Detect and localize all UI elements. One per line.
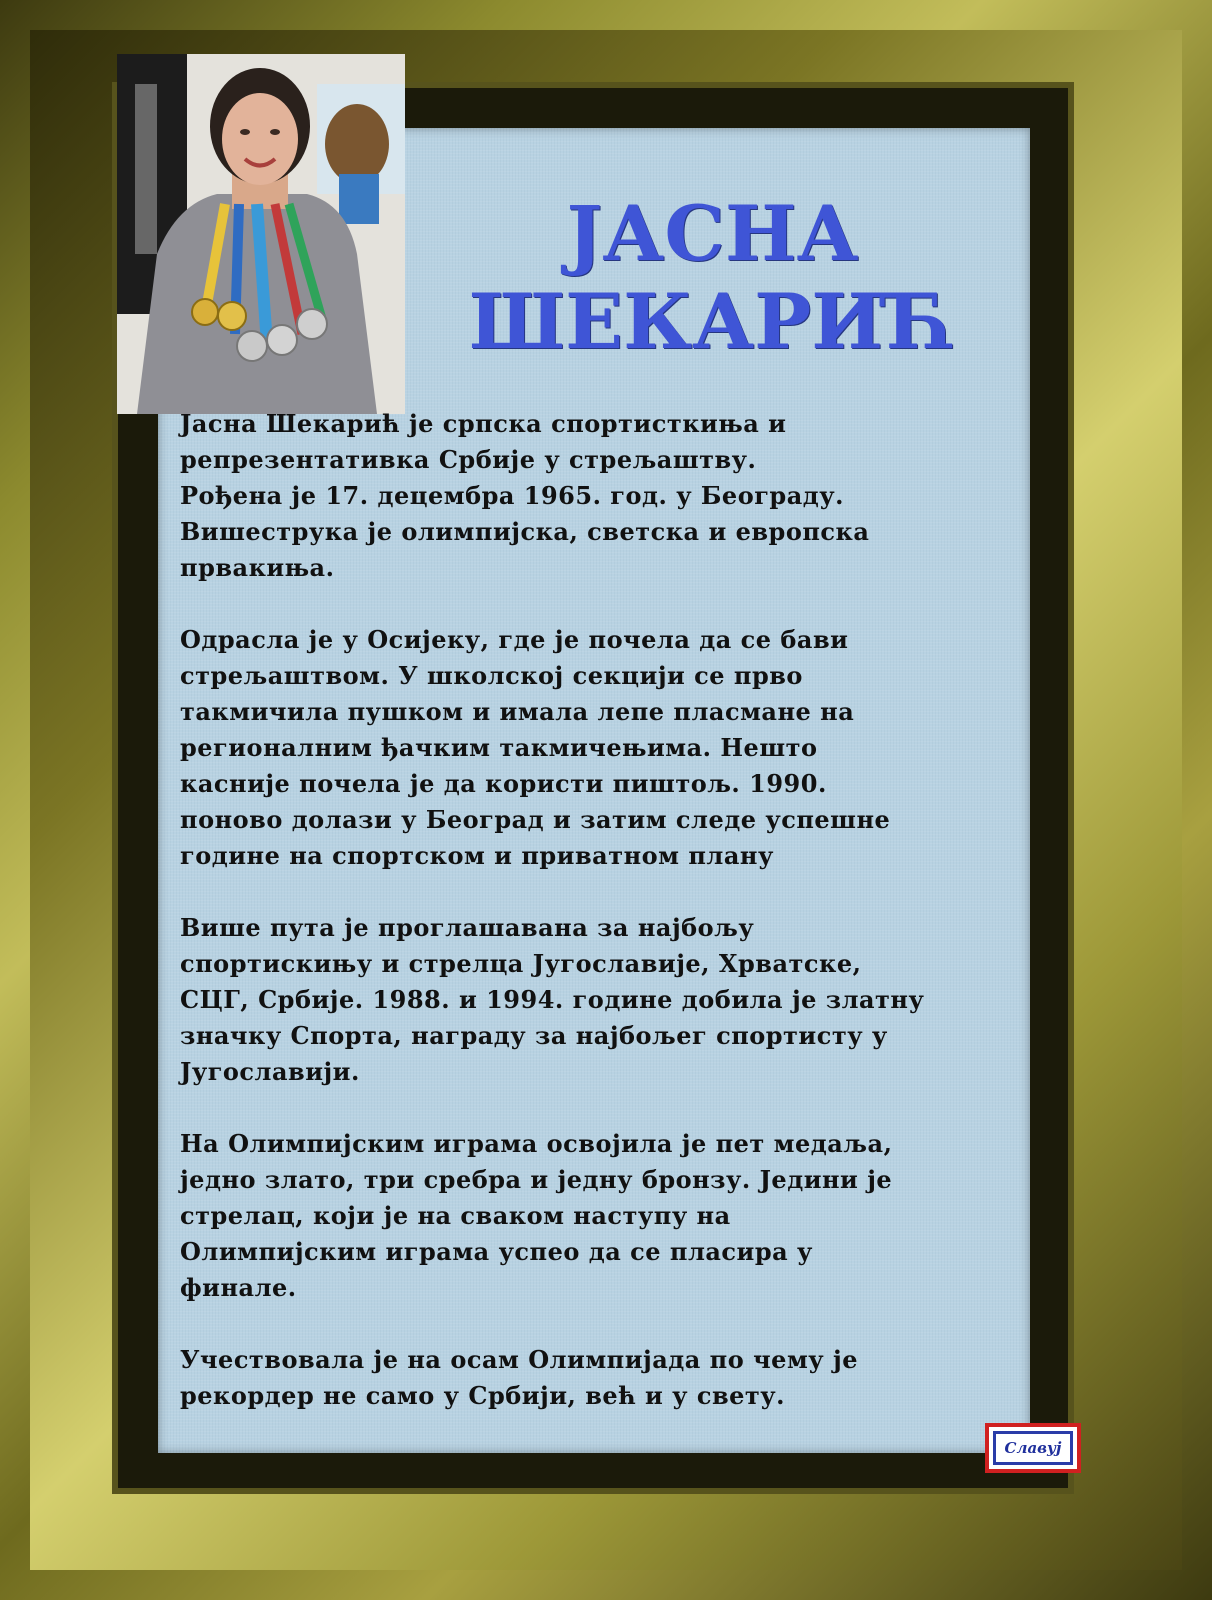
portrait-photo xyxy=(117,54,405,414)
title-line-first-name: ЈАСНА xyxy=(566,189,859,278)
signature-text: Славуј xyxy=(993,1431,1073,1465)
paragraph-early-life: Одрасла је у Осијеку, где је почела да се бави стрељаштвом. У школској секцији се прво такмичила пушком и имала лепе пласмане на регионалним ђачким такмичењима. Нешто касније почела је да користи пиштољ. 1990. поново долази у Београд и затим следе успешне године на спортском и приватном плану xyxy=(180,625,891,870)
paragraph-intro: Јасна Шекарић је српска спортисткиња и репрезентативка Србије у стрељаштву. Рођена је 17. децембра 1965. год. у Београду. Вишеструка је олимпијска, светска и европска првакиња. xyxy=(180,409,870,582)
page-title xyxy=(420,190,1005,366)
paragraph-olympic-record: Учествовала је на осам Олимпијада по чему је рекордер не само у Србији, већ и у свету. xyxy=(180,1345,858,1410)
portrait-with-olympic-medals-icon xyxy=(117,54,405,414)
signature-badge xyxy=(985,1423,1081,1473)
paragraph-olympic-medals: На Олимпијским играма освојила је пет медаља, једно злато, три сребра и једну бронзу. Једини је стрелац, који је на сваком наступу на Олимпијским играма успео да се пласира у финале. xyxy=(180,1129,893,1302)
biography-text xyxy=(180,406,1020,1450)
title-line-last-name: ШЕКАРИЋ xyxy=(468,277,957,366)
paragraph-awards: Више пута је проглашавана за најбољу спортискињу и стрелца Југославије, Хрватске, СЦГ, Србије. 1988. и 1994. године добила је златну значку Спорта, награду за најбољег спортисту у Југославији. xyxy=(180,913,925,1086)
